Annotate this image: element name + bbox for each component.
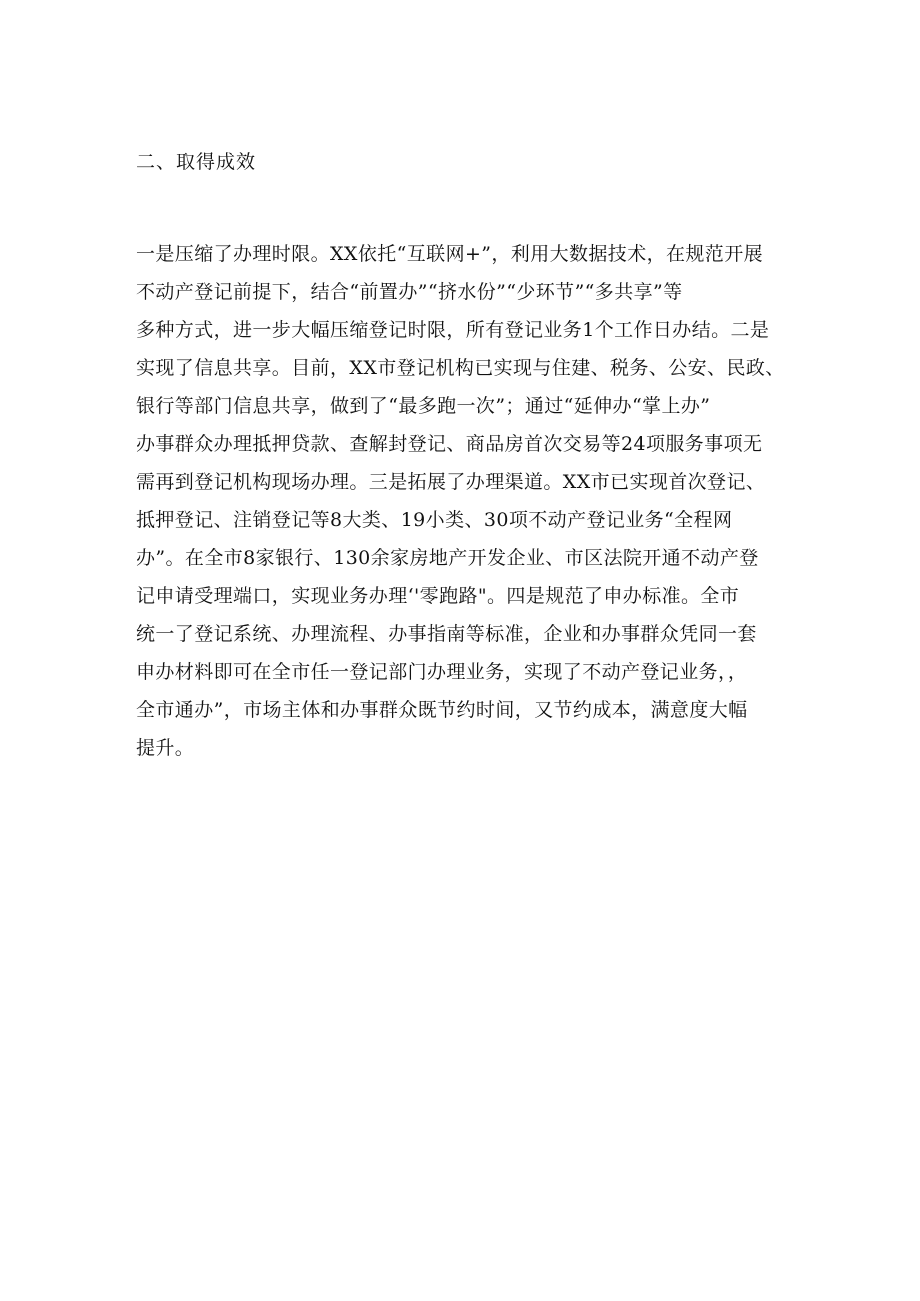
paragraph-line: 办事群众办理抵押贷款、查解封登记、商品房首次交易等24项服务事项无 [136, 433, 763, 455]
paragraph-line: 实现了信息共享。目前，XX市登记机构已实现与住建、税务、公安、民政、 [136, 357, 785, 379]
paragraph-line: 需再到登记机构现场办理。三是拓展了办理渠道。XX市已实现首次登记、 [136, 471, 766, 493]
body-paragraph [136, 240, 796, 772]
paragraph-line: 记申请受理端口，实现业务办理‘'零跑路"。四是规范了申办标准。全市 [136, 585, 740, 607]
paragraph-line: 抵押登记、注销登记等8大类、19小类、30项不动产登记业务“全程网 [136, 509, 733, 531]
paragraph-line: 全市通办”，市场主体和办事群众既节约时间，又节约成本，满意度大幅 [136, 699, 748, 721]
paragraph-line: 不动产登记前提下，结合“前置办”“挤水份”“少环节”“多共享”等 [136, 281, 683, 303]
paragraph-line: 提升。 [136, 737, 195, 759]
paragraph-line: 银行等部门信息共享，做到了“最多跑一次”；通过“延伸办“掌上办” [136, 395, 711, 417]
paragraph-line: 统一了登记系统、办理流程、办事指南等标准，企业和办事群众凭同一套 [136, 623, 757, 645]
paragraph-line: 一是压缩了办理时限。XX依托“互联网+”，利用大数据技术，在规范开展 [136, 243, 764, 265]
paragraph-line: 申办材料即可在全市任一登记部门办理业务，实现了不动产登记业务，， [136, 661, 748, 683]
section-heading: 二、取得成效 [136, 151, 257, 173]
paragraph-line: 多种方式，进一步大幅压缩登记时限，所有登记业务1个工作日办结。二是 [136, 319, 770, 341]
paragraph-line: 办”。在全市8家银行、130余家房地产开发企业、市区法院开通不动产登 [136, 547, 759, 569]
